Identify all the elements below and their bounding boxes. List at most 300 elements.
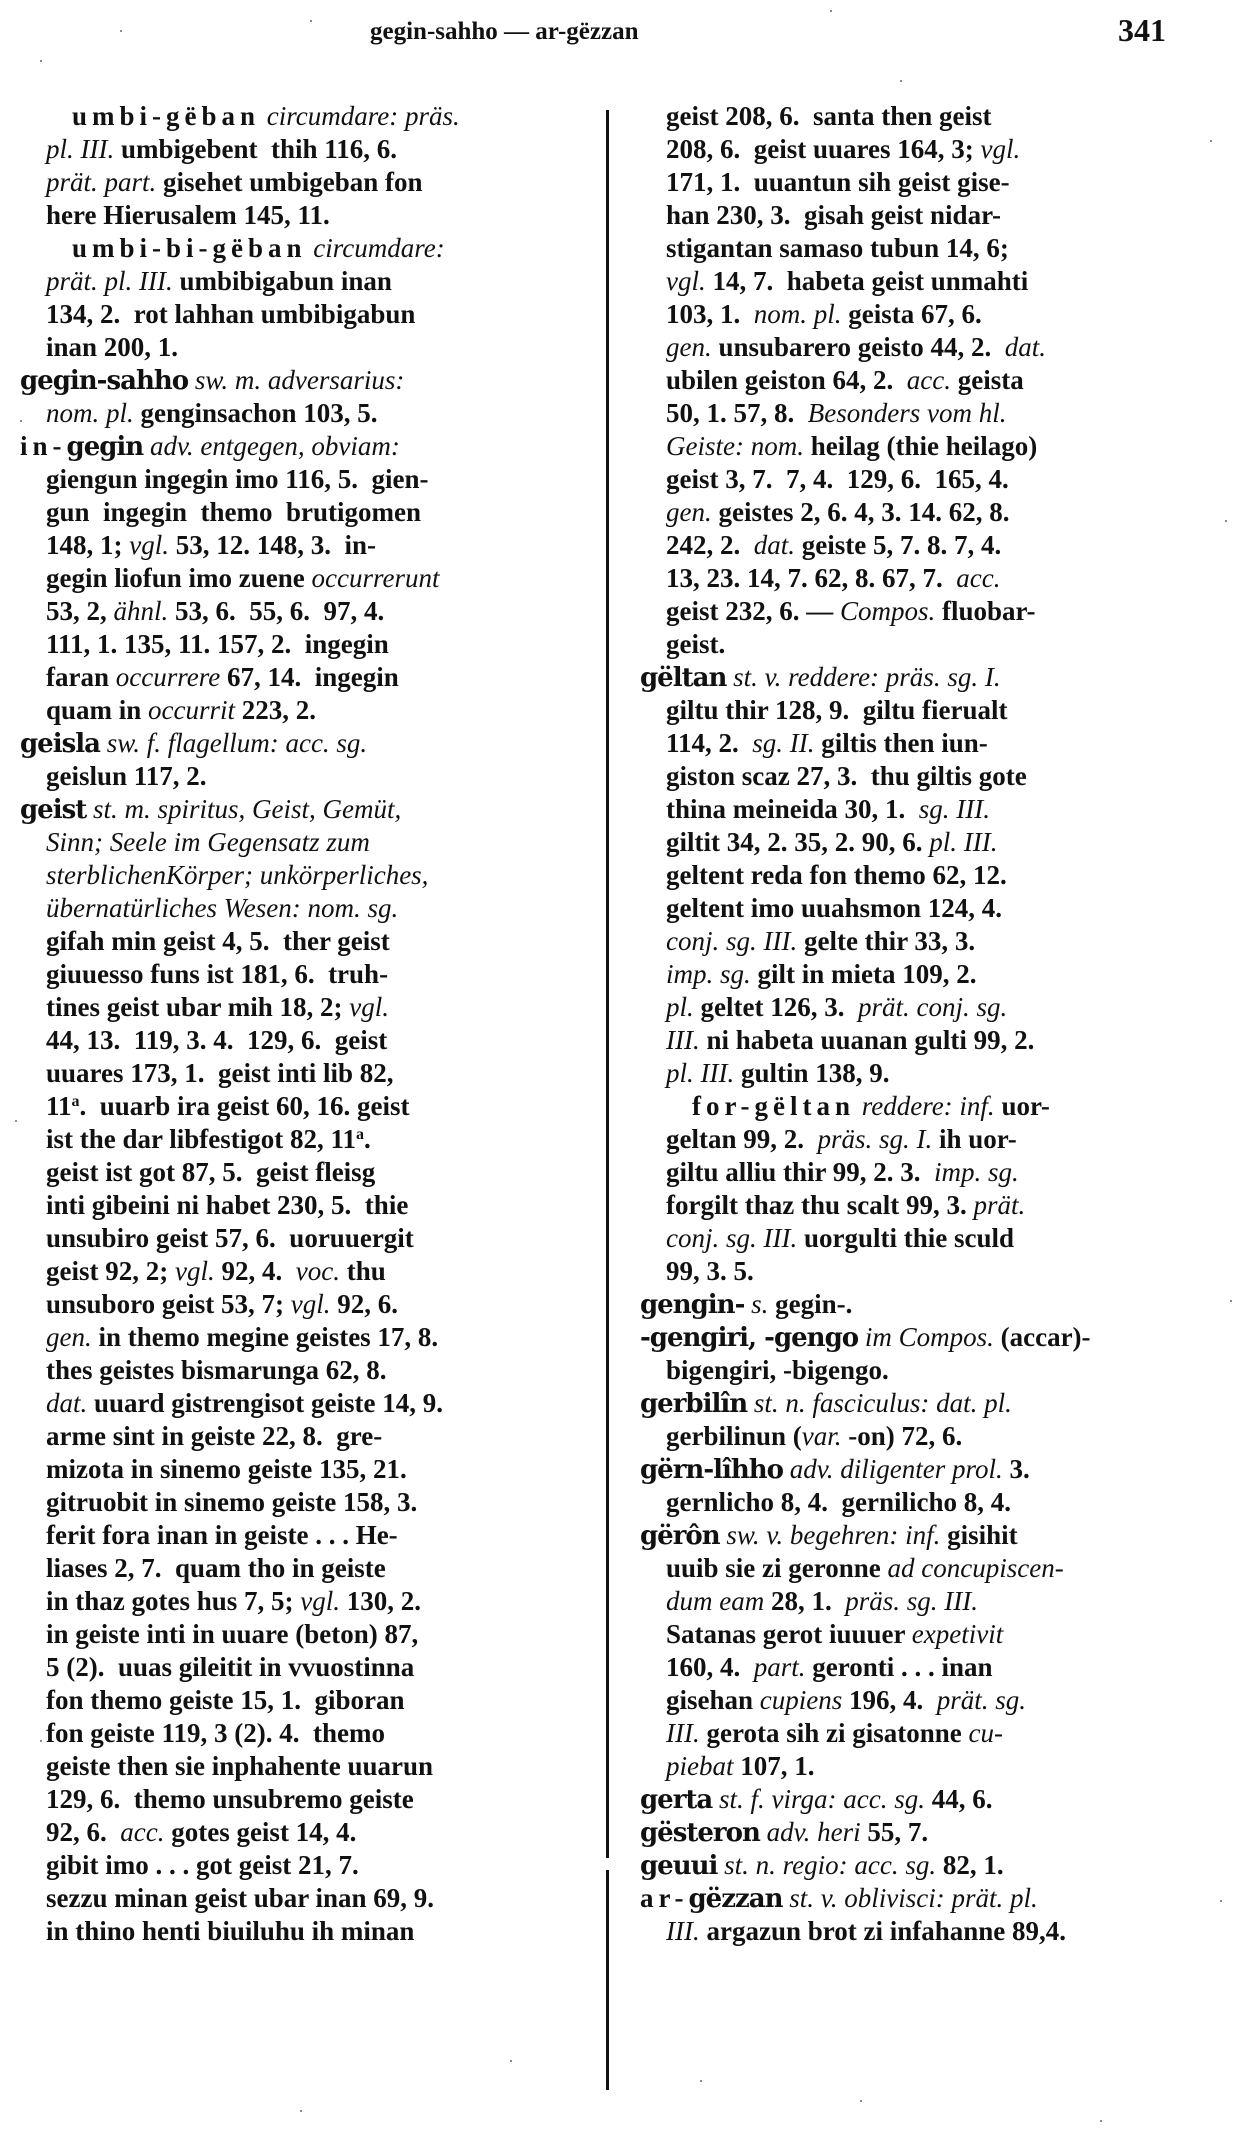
italic-gloss: imp. sg. <box>934 1157 1019 1187</box>
headword: gërn-lîhho <box>640 1455 784 1485</box>
text-run: inan 200, 1. <box>46 332 179 362</box>
text-run: geistes 2, 6. 4, 3. 14. 62, 8. <box>711 497 1010 527</box>
dictionary-line <box>20 331 588 364</box>
dictionary-line <box>20 661 588 694</box>
text-run: 55, 7. <box>860 1817 929 1847</box>
dictionary-line <box>640 727 1192 760</box>
dictionary-line <box>640 958 1192 991</box>
italic-gloss: st. m. spiritus, Geist, Gemüt, <box>86 794 402 824</box>
text-run: arme sint in geiste 22, 8. gre- <box>46 1421 383 1451</box>
italic-gloss: vgl. <box>129 530 169 560</box>
dictionary-line <box>20 430 588 463</box>
dictionary-line <box>640 1684 1192 1717</box>
scan-speck <box>830 10 832 12</box>
text-run: 130, 2. <box>340 1586 422 1616</box>
dictionary-line <box>640 562 1192 595</box>
italic-gloss: cupiens <box>759 1685 843 1715</box>
text-run: ih uor- <box>932 1124 1017 1154</box>
scan-speck <box>1220 1900 1222 1902</box>
text-run: 114, 2. <box>666 728 753 758</box>
italic-gloss: präs. sg. III. <box>845 1586 978 1616</box>
scan-speck <box>1225 520 1227 522</box>
text-run: thina meineida 30, 1. <box>666 794 919 824</box>
text-run: 103, 1. <box>666 299 754 329</box>
dictionary-line <box>640 496 1192 529</box>
italic-gloss: prät. part. <box>46 167 157 197</box>
italic-gloss: imp. sg. <box>666 959 751 989</box>
dictionary-line <box>640 628 1192 661</box>
text-run: 53, 6. 55, 6. 97, 4. <box>168 596 385 626</box>
text-run: geist 3, 7. 7, 4. 129, 6. 165, 4. <box>666 464 1009 494</box>
text-run: quam in <box>46 695 149 725</box>
text-run: 67, 14. ingegin <box>220 662 399 692</box>
dictionary-line <box>20 364 588 397</box>
text-run: gitruobit in sinemo geiste 158, 3. <box>46 1487 418 1517</box>
headword: gerta <box>640 1785 713 1815</box>
text-run: gifah min geist 4, 5. ther geist <box>46 926 390 956</box>
text-run: 160, 4. <box>666 1652 754 1682</box>
dictionary-line <box>20 892 588 925</box>
spaced-headword: umbi-bi-gëban <box>72 233 307 263</box>
italic-gloss: s. <box>751 1289 769 1319</box>
text-run: ni habeta uuanan gulti 99, 2. <box>699 1025 1035 1055</box>
scan-speck <box>1230 1300 1232 1302</box>
headword: geist <box>20 795 87 825</box>
text-run: thes geistes bismarunga 62, 8. <box>46 1355 387 1385</box>
dictionary-line <box>640 166 1192 199</box>
italic-gloss: pl. III. <box>666 1058 735 1088</box>
italic-gloss: st. v. reddere: präs. sg. I. <box>726 662 1001 692</box>
text-run: inti gibeini ni habet 230, 5. thie <box>46 1190 409 1220</box>
scan-speck <box>40 1740 42 1742</box>
spaced-headword: umbi-gëban <box>72 101 261 131</box>
italic-gloss: III. <box>666 1025 700 1055</box>
dictionary-line <box>640 364 1192 397</box>
dictionary-line <box>20 1849 588 1882</box>
dictionary-line <box>20 1255 588 1288</box>
scan-speck <box>900 80 902 82</box>
scan-speck <box>1210 140 1212 142</box>
dictionary-line <box>640 892 1192 925</box>
dictionary-line <box>20 1486 588 1519</box>
text-run: gilt in mieta 109, 2. <box>750 959 977 989</box>
dictionary-line <box>20 529 588 562</box>
dictionary-line <box>20 958 588 991</box>
text-run: ferit fora inan in geiste . . . He- <box>46 1520 398 1550</box>
dictionary-line <box>20 859 588 892</box>
dictionary-line <box>640 925 1192 958</box>
italic-gloss: gen. <box>666 332 712 362</box>
dictionary-line <box>640 826 1192 859</box>
dictionary-line <box>20 1420 588 1453</box>
text-run: 107, 1. <box>733 1751 815 1781</box>
italic-gloss: ad concupiscen- <box>887 1553 1064 1583</box>
headword: gegin <box>66 432 144 462</box>
dictionary-line <box>640 1090 1192 1123</box>
dictionary-line <box>20 397 588 430</box>
dictionary-line <box>640 1255 1192 1288</box>
scan-speck <box>15 1120 17 1122</box>
italic-gloss: vgl. <box>666 266 706 296</box>
text-run: gibit imo . . . got geist 21, 7. <box>46 1850 359 1880</box>
page-number: 341 <box>1118 12 1166 48</box>
dictionary-line <box>20 1222 588 1255</box>
italic-gloss: Sinn; Seele im Gegensatz zum <box>46 827 370 857</box>
spaced-headword: in- <box>20 431 67 461</box>
text-run: 111, 1. 135, 11. 157, 2. ingegin <box>46 629 389 659</box>
italic-gloss: sw. m. adversarius: <box>188 365 405 395</box>
text-run: gultin 138, 9. <box>734 1058 890 1088</box>
italic-gloss: vgl. <box>980 134 1021 164</box>
italic-gloss: occurrit <box>148 695 236 725</box>
text-run: heilag (thie heilago) <box>803 431 1038 461</box>
dictionary-line <box>20 1321 588 1354</box>
headword: gerbilîn <box>640 1389 748 1419</box>
italic-gloss: nom. pl. <box>753 299 842 329</box>
italic-gloss: Compos. <box>839 596 936 626</box>
text-run: argazun brot zi infahanne 89,4. <box>699 1916 1067 1946</box>
italic-gloss: III. <box>666 1916 700 1946</box>
text-run: gegin-. <box>768 1289 853 1319</box>
dictionary-line <box>640 529 1192 562</box>
italic-gloss: st. v. oblivisci: prät. pl. <box>782 1883 1038 1913</box>
italic-gloss: prät. pl. III. <box>46 266 173 296</box>
dictionary-line <box>640 661 1192 694</box>
text-run: ubilen geiston 64, 2. <box>666 365 907 395</box>
dictionary-line <box>640 1057 1192 1090</box>
italic-gloss: vgl. <box>290 1289 331 1319</box>
italic-gloss: part. <box>753 1652 806 1682</box>
text-run: in thaz gotes hus 7, 5; <box>46 1586 301 1616</box>
dictionary-line <box>20 1288 588 1321</box>
dictionary-line <box>640 199 1192 232</box>
italic-gloss: dat. <box>1004 332 1047 362</box>
headword: gëltan <box>640 663 727 693</box>
text-run: geiste then sie inphahente uuarun <box>46 1751 434 1781</box>
italic-gloss: expetivit <box>911 1619 1004 1649</box>
dictionary-line <box>640 1816 1192 1849</box>
text-run: 44, 6. <box>925 1784 993 1814</box>
dictionary-line <box>640 694 1192 727</box>
text-run: geltent reda fon themo 62, 12. <box>666 860 1007 890</box>
italic-gloss: gen. <box>46 1322 92 1352</box>
dictionary-line <box>20 628 588 661</box>
italic-gloss: gen. <box>666 497 712 527</box>
text-run: faran <box>46 662 116 692</box>
dictionary-line <box>640 1915 1192 1948</box>
text-run: geltet 126, 3. <box>693 992 858 1022</box>
dictionary-line <box>20 1189 588 1222</box>
text-run: geist 208, 6. santa then geist <box>666 101 992 131</box>
text-run: gun ingegin themo brutigomen <box>46 497 422 527</box>
italic-gloss: acc. <box>120 1817 165 1847</box>
spaced-headword: for-gëltan <box>692 1091 855 1121</box>
headword: gëzzan <box>688 1884 783 1914</box>
text-run: 148, 1; <box>46 530 130 560</box>
text-run: 171, 1. uuantun sih geist gise- <box>666 167 1010 197</box>
scan-speck <box>860 2100 862 2102</box>
text-run: in themo megine geistes 17, 8. <box>91 1322 439 1352</box>
dictionary-line <box>20 1585 588 1618</box>
dictionary-line <box>640 232 1192 265</box>
dictionary-line <box>640 100 1192 133</box>
italic-gloss: im Compos. <box>858 1322 994 1352</box>
text-run: 92, 4. <box>214 1256 296 1286</box>
text-run: 5 (2). uuas gileitit in vvuostinna <box>46 1652 415 1682</box>
italic-gloss: occurrerunt <box>311 563 440 593</box>
text-run: thu <box>339 1256 386 1286</box>
text-run: stigantan samaso tubun 14, 6; <box>666 233 1009 263</box>
text-run: han 230, 3. gisah geist nidar- <box>666 200 1002 230</box>
text-run: umbigebent thih 116, 6. <box>114 134 398 164</box>
italic-gloss: adv. heri <box>759 1817 861 1847</box>
dictionary-line <box>20 1882 588 1915</box>
text-run: gisehan <box>666 1685 760 1715</box>
text-run: -on) 72, 6. <box>841 1421 963 1451</box>
text-run: here Hierusalem 145, 11. <box>46 200 330 230</box>
text-run: bigengiri, -bigengo. <box>666 1355 889 1385</box>
running-head: gegin-sahho — ar-gëzzan <box>370 18 639 45</box>
text-run: Satanas gerot iuuuer <box>666 1619 912 1649</box>
text-run: . <box>364 1124 371 1154</box>
text-run: liases 2, 7. quam tho in geiste <box>46 1553 386 1583</box>
italic-gloss: Geiste: nom. <box>666 431 804 461</box>
italic-gloss: vgl. <box>300 1586 341 1616</box>
italic-gloss: adv. diligenter prol. <box>783 1454 1003 1484</box>
italic-gloss: vgl. <box>174 1256 215 1286</box>
italic-gloss: sterblichenKörper; unkörperliches, <box>46 860 429 890</box>
italic-gloss: st. n. fasciculus: dat. pl. <box>747 1388 1012 1418</box>
dictionary-line <box>20 1816 588 1849</box>
text-run: 44, 13. 119, 3. 4. 129, 6. geist <box>46 1025 388 1055</box>
dictionary-line <box>640 331 1192 364</box>
italic-gloss: prät. <box>973 1190 1026 1220</box>
dictionary-line <box>20 1057 588 1090</box>
dictionary-line <box>640 1288 1192 1321</box>
dictionary-line <box>640 1420 1192 1453</box>
dictionary-line <box>640 793 1192 826</box>
dictionary-line <box>20 199 588 232</box>
dictionary-line <box>640 133 1192 166</box>
text-run: geist 92, 2; <box>46 1256 175 1286</box>
text-run: gelte thir 33, 3. <box>797 926 976 956</box>
headword: geuui <box>640 1851 718 1881</box>
dictionary-line <box>20 100 588 133</box>
text-run: uuard gistrengisot geiste 14, 9. <box>87 1388 444 1418</box>
dictionary-line <box>640 760 1192 793</box>
headword: geisla <box>20 729 100 759</box>
dictionary-line <box>20 760 588 793</box>
dictionary-line <box>20 1783 588 1816</box>
text-run: 99, 3. 5. <box>666 1256 754 1286</box>
italic-gloss: vgl. <box>349 992 390 1022</box>
dictionary-line <box>20 1618 588 1651</box>
italic-gloss: conj. sg. III. <box>666 1223 798 1253</box>
dictionary-line <box>20 1156 588 1189</box>
text-run: gerota sih zi gisatonne <box>699 1718 969 1748</box>
italic-gloss: reddere: inf. <box>854 1091 995 1121</box>
dictionary-line <box>640 463 1192 496</box>
dictionary-line <box>20 1453 588 1486</box>
superscript: a <box>356 1126 364 1143</box>
column-divider <box>606 1870 609 2090</box>
text-run: unsuboro geist 53, 7; <box>46 1289 291 1319</box>
text-run: gisihit <box>940 1520 1018 1550</box>
dictionary-line <box>20 1915 588 1948</box>
italic-gloss: sg. III. <box>918 794 991 824</box>
italic-gloss: occurrere <box>115 662 221 692</box>
dictionary-line <box>20 133 588 166</box>
text-run: fon geiste 119, 3 (2). 4. themo <box>46 1718 385 1748</box>
italic-gloss: st. n. regio: acc. sg. <box>717 1850 937 1880</box>
text-run: 53, 12. 148, 3. in- <box>169 530 377 560</box>
scan-speck <box>1100 2120 1102 2122</box>
text-run: geronti . . . inan <box>805 1652 993 1682</box>
text-run: 28, 1. <box>764 1586 846 1616</box>
dictionary-line <box>640 1783 1192 1816</box>
dictionary-line <box>640 1486 1192 1519</box>
dictionary-line <box>20 298 588 331</box>
italic-gloss: acc. <box>956 563 1001 593</box>
text-run: sezzu minan geist ubar inan 69, 9. <box>46 1883 435 1913</box>
scan-speck <box>120 30 122 32</box>
dictionary-line <box>20 1651 588 1684</box>
dictionary-line <box>20 694 588 727</box>
italic-gloss: circumdare: <box>306 233 445 263</box>
dictionary-line <box>640 1222 1192 1255</box>
dictionary-line <box>640 1189 1192 1222</box>
headword: gengin- <box>640 1290 745 1320</box>
text-run: 223, 2. <box>235 695 317 725</box>
italic-gloss: prät. sg. <box>936 1685 1027 1715</box>
text-run: 14, 7. habeta geist unmahti <box>705 266 1029 296</box>
dictionary-line <box>20 1750 588 1783</box>
dictionary-line <box>640 1321 1192 1354</box>
text-run: geltan 99, 2. <box>666 1124 818 1154</box>
dictionary-line <box>20 1024 588 1057</box>
text-run: 13, 23. 14, 7. 62, 8. 67, 7. <box>666 563 957 593</box>
dictionary-line <box>640 1882 1192 1915</box>
italic-gloss: sw. f. flagellum: acc. sg. <box>99 728 368 758</box>
scan-speck <box>20 420 22 422</box>
text-run: gerbilinun ( <box>666 1421 802 1451</box>
italic-gloss: prät. conj. sg. <box>857 992 1008 1022</box>
dictionary-line <box>20 826 588 859</box>
text-run: 196, 4. <box>842 1685 937 1715</box>
text-run: 208, 6. geist uuares 164, 3; <box>666 134 981 164</box>
dictionary-line <box>20 727 588 760</box>
italic-gloss: präs. sg. I. <box>817 1124 933 1154</box>
italic-gloss: dum eam <box>666 1586 765 1616</box>
text-run: tines geist ubar mih 18, 2; <box>46 992 350 1022</box>
text-run: 53, 2, <box>46 596 114 626</box>
text-run: geltent imo uuahsmon 124, 4. <box>666 893 1003 923</box>
text-run: giston scaz 27, 3. thu giltis gote <box>666 761 1027 791</box>
dictionary-line <box>20 1717 588 1750</box>
text-run: unsubiro geist 57, 6. uoruuergit <box>46 1223 414 1253</box>
text-run: geist 232, 6. — <box>666 596 840 626</box>
headword: gësteron <box>640 1818 760 1848</box>
text-run: giltu thir 128, 9. giltu fierualt <box>666 695 1008 725</box>
scan-speck <box>300 2110 302 2112</box>
text-run: in thino henti biuiluhu ih minan <box>46 1916 415 1946</box>
dictionary-line <box>20 562 588 595</box>
scan-speck <box>40 60 42 62</box>
text-run: gegin liofun imo zuene <box>46 563 312 593</box>
dictionary-line <box>20 1552 588 1585</box>
text-run: (accar)- <box>993 1322 1091 1352</box>
text-run: 129, 6. themo unsubremo geiste <box>46 1784 414 1814</box>
italic-gloss: pl. <box>666 992 694 1022</box>
italic-gloss: sw. v. begehren: inf. <box>719 1520 941 1550</box>
dictionary-line <box>640 1453 1192 1486</box>
text-run: 3. <box>1002 1454 1030 1484</box>
scan-speck <box>700 2080 702 2082</box>
dictionary-line <box>640 397 1192 430</box>
text-run: fon themo geiste 15, 1. giboran <box>46 1685 405 1715</box>
italic-gloss: dat. <box>753 530 796 560</box>
dictionary-line <box>20 595 588 628</box>
text-run: ist the dar libfestigot 82, 11 <box>46 1124 356 1154</box>
dictionary-line <box>20 1123 588 1156</box>
headword: gërôn <box>640 1521 720 1551</box>
dictionary-line <box>20 1354 588 1387</box>
italic-gloss: adv. entgegen, obviam: <box>143 431 400 461</box>
italic-gloss: cu- <box>968 1718 1003 1748</box>
dictionary-line <box>640 1651 1192 1684</box>
italic-gloss: acc. <box>906 365 952 395</box>
italic-gloss: var. <box>801 1421 842 1451</box>
text-run: 50, 1. 57, 8. <box>666 398 808 428</box>
text-run: 11 <box>46 1091 72 1121</box>
dictionary-line <box>20 1090 588 1123</box>
italic-gloss: nom. pl. <box>46 398 134 428</box>
dictionary-line <box>640 859 1192 892</box>
dictionary-line <box>640 1750 1192 1783</box>
text-run: uor- <box>994 1091 1050 1121</box>
italic-gloss: circumdare: präs. <box>260 101 460 131</box>
italic-gloss: pl. III. <box>929 827 998 857</box>
text-run: 134, 2. rot lahhan umbibigabun <box>46 299 416 329</box>
dictionary-line <box>640 991 1192 1024</box>
text-run: fluobar- <box>935 596 1036 626</box>
italic-gloss: st. f. virga: acc. sg. <box>712 1784 925 1814</box>
dictionary-line <box>20 1684 588 1717</box>
dictionary-line <box>20 463 588 496</box>
dictionary-line <box>640 1024 1192 1057</box>
headword: gegin-sahho <box>20 366 189 396</box>
dictionary-line <box>640 1123 1192 1156</box>
text-run: forgilt thaz thu scalt 99, 3. <box>666 1190 974 1220</box>
text-run: uuares 173, 1. geist inti lib 82, <box>46 1058 394 1088</box>
text-run: giltis then iun- <box>814 728 988 758</box>
dictionary-line <box>20 166 588 199</box>
dictionary-line <box>20 1387 588 1420</box>
dictionary-line <box>640 265 1192 298</box>
dictionary-line <box>640 430 1192 463</box>
text-run: geiste 5, 7. 8. 7, 4. <box>795 530 1002 560</box>
dictionary-line <box>640 1519 1192 1552</box>
scan-speck <box>310 20 312 22</box>
dictionary-line <box>640 1717 1192 1750</box>
dictionary-line <box>640 1618 1192 1651</box>
dictionary-line <box>20 793 588 826</box>
dictionary-line <box>640 1849 1192 1882</box>
dictionary-line <box>640 1156 1192 1189</box>
headword: -gengiri, -gengo <box>640 1323 859 1353</box>
dictionary-line <box>20 1519 588 1552</box>
text-run: gotes geist 14, 4. <box>164 1817 357 1847</box>
